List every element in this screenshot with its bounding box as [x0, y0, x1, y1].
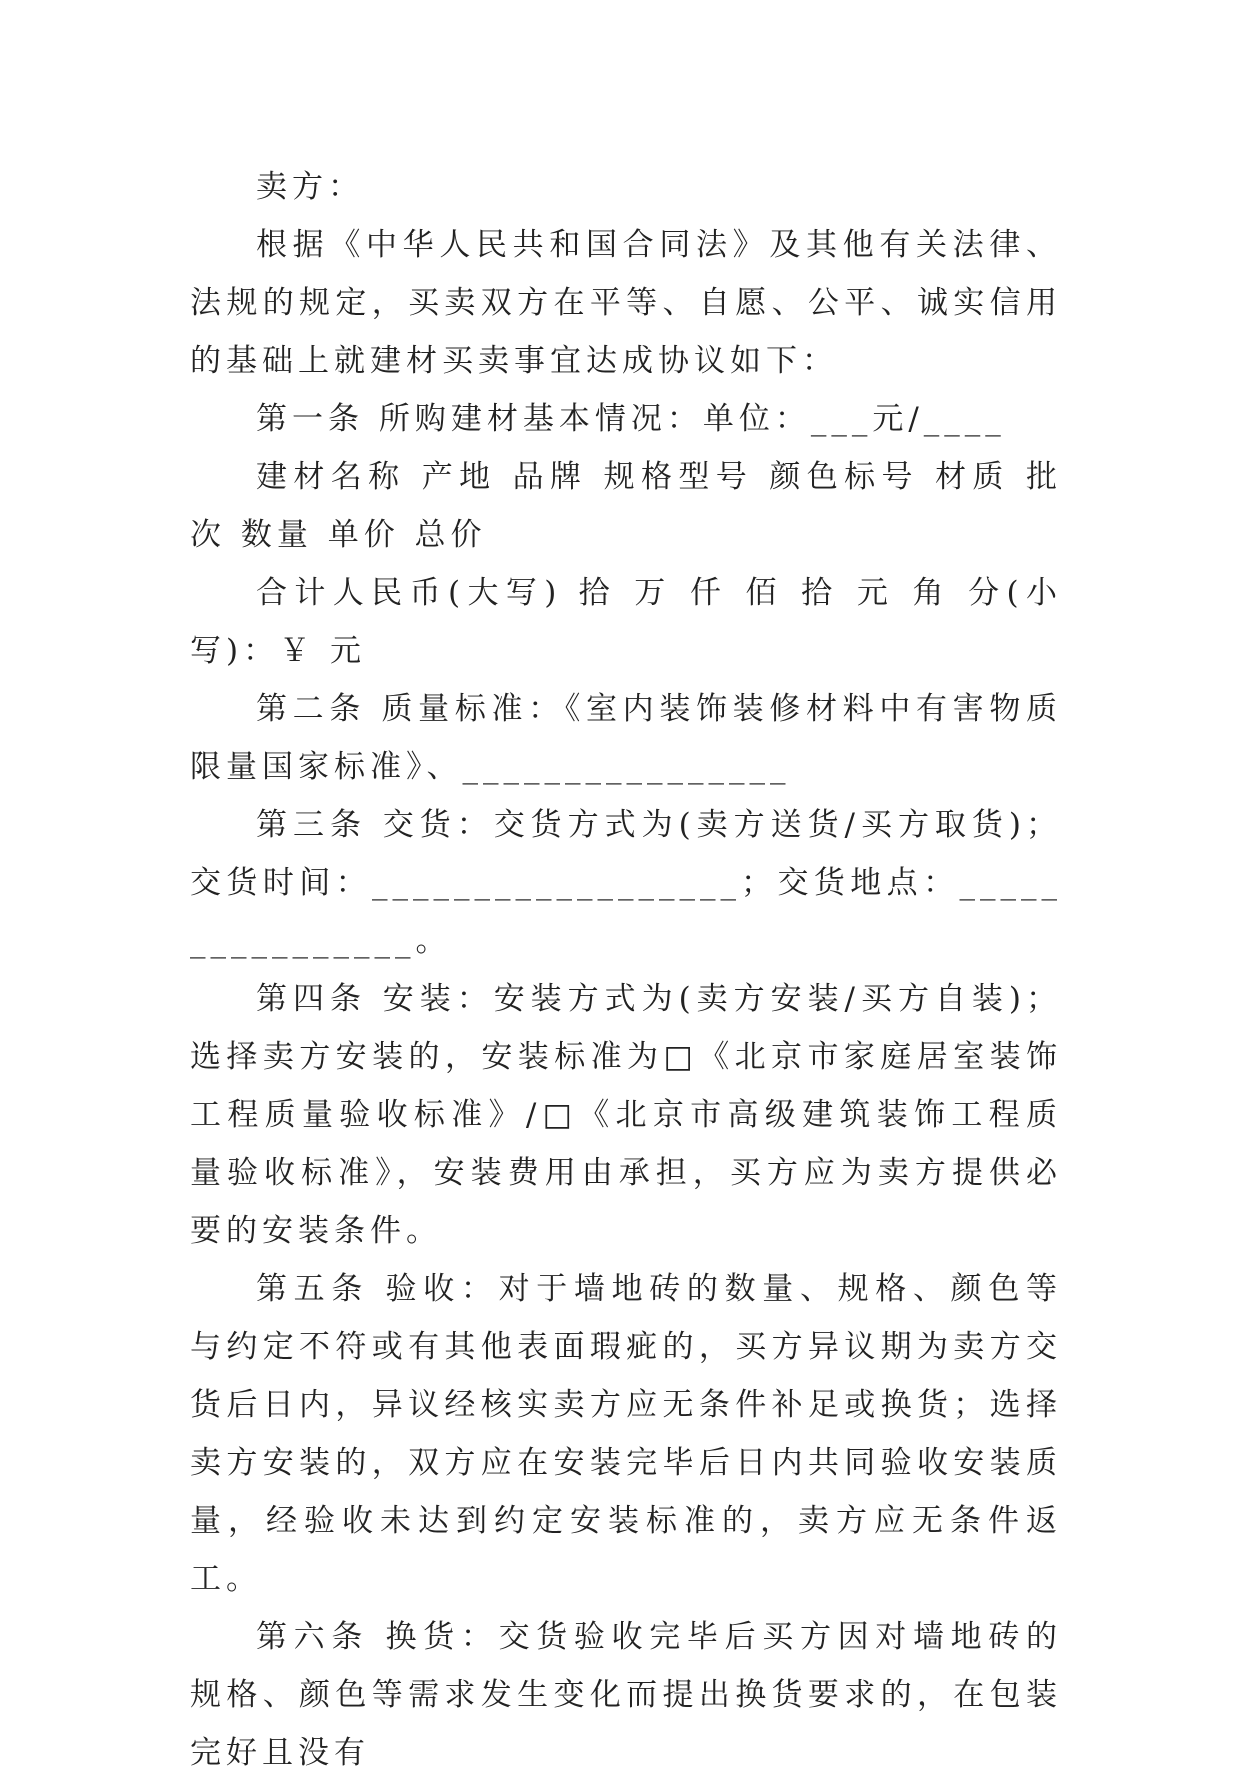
- article-3-paragraph: 第三条 交货：交货方式为(卖方送货/买方取货)；交货时间：__________________；交货地点：________________。: [190, 807, 1062, 959]
- article-5-paragraph: 第五条 验收：对于墙地砖的数量、规格、颜色等与约定不符或有其他表面瑕疵的，买方异议期为卖方交货后日内，异议经核实卖方应无条件补足或换货；选择卖方安装的，双方应在安装完毕后日内共同验收安装质量，经验收未达到约定安装标准的，卖方应无条件返工。: [190, 1271, 1062, 1597]
- article-4-paragraph: 第四条 安装：安装方式为(卖方安装/买方自装)；选择卖方安装的，安装标准为□《北京市家庭居室装饰工程质量验收标准》/□《北京市高级建筑装饰工程质量验收标准》，安装费用由承担，买方应为卖方提供必要的安装条件。: [190, 981, 1062, 1249]
- article-1-paragraph: 第一条 所购建材基本情况：单位：___元/____: [256, 401, 1006, 437]
- preamble-paragraph: 根据《中华人民共和国合同法》及其他有关法律、法规的规定，买卖双方在平等、自愿、公平、诚实信用的基础上就建材买卖事宜达成协议如下：: [190, 227, 1062, 379]
- article-2-paragraph: 第二条 质量标准：《室内装饰装修材料中有害物质限量国家标准》、________________: [190, 691, 1062, 785]
- material-columns-paragraph: 建材名称 产地 品牌 规格型号 颜色标号 材质 批次 数量 单价 总价: [190, 459, 1062, 553]
- total-amount-paragraph: 合计人民币(大写) 拾 万 仟 佰 拾 元 角 分(小写)：￥ 元: [190, 575, 1062, 669]
- contract-body: [190, 158, 1062, 1782]
- article-6-paragraph: 第六条 换货：交货验收完毕后买方因对墙地砖的规格、颜色等需求发生变化而提出换货要求的，在包装完好且没有: [190, 1619, 1062, 1771]
- seller-line: 卖方：: [256, 169, 364, 205]
